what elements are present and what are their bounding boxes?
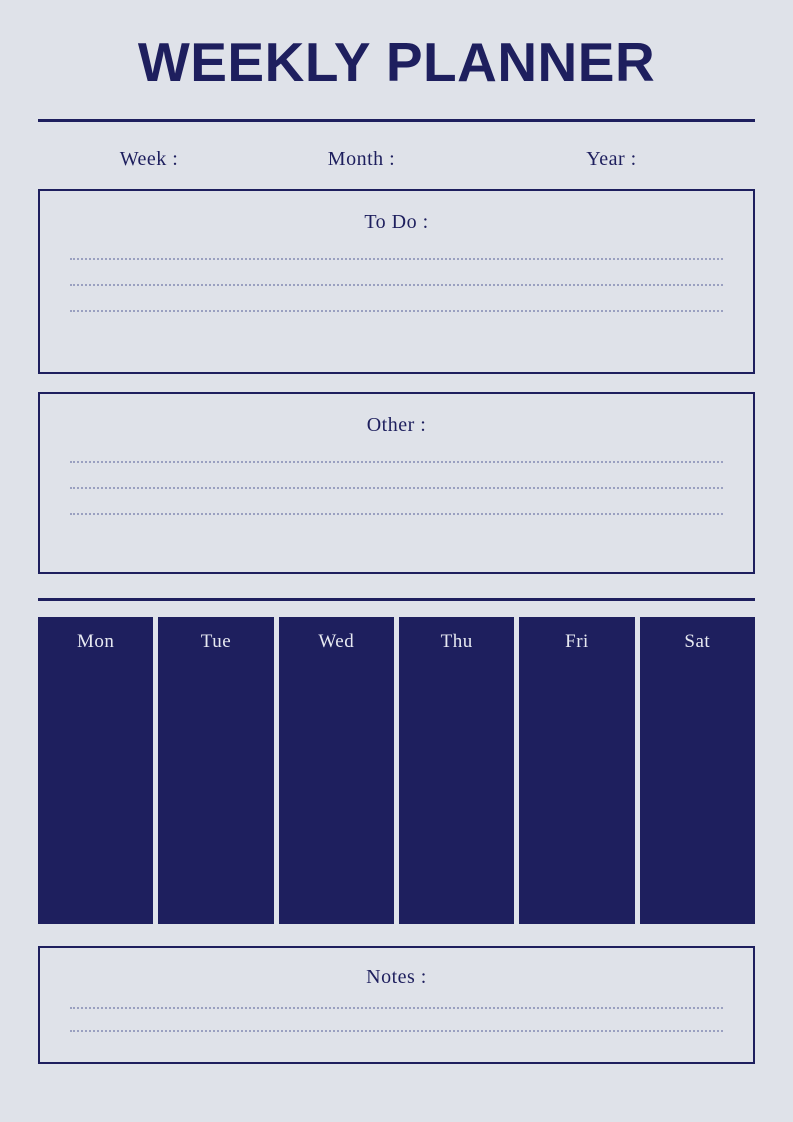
- other-write-area[interactable]: [40, 437, 753, 535]
- month-field-label[interactable]: Month :: [327, 147, 396, 170]
- other-line[interactable]: [70, 461, 723, 463]
- day-label: Fri: [565, 630, 589, 652]
- day-column-tue[interactable]: [158, 617, 273, 924]
- day-label: Thu: [440, 630, 473, 652]
- todo-line[interactable]: [70, 258, 723, 260]
- notes-line[interactable]: [70, 1007, 723, 1009]
- title-block: [38, 0, 755, 92]
- meta-row: [38, 148, 755, 171]
- days-grid: [38, 617, 755, 924]
- title-divider: [38, 119, 755, 122]
- todo-write-area[interactable]: [40, 234, 753, 332]
- todo-line[interactable]: [70, 310, 723, 312]
- week-field-label[interactable]: Week :: [119, 147, 179, 170]
- other-line[interactable]: [70, 513, 723, 515]
- notes-line[interactable]: [70, 1030, 723, 1032]
- notes-write-area[interactable]: [40, 989, 753, 1073]
- section-divider: [38, 598, 755, 601]
- notes-section: [38, 946, 755, 1064]
- year-field-label[interactable]: Year :: [586, 147, 637, 170]
- other-line[interactable]: [70, 487, 723, 489]
- day-label: Mon: [76, 630, 115, 652]
- day-column-mon[interactable]: [38, 617, 153, 924]
- page-title: WEEKLY PLANNER: [137, 31, 656, 93]
- day-column-fri[interactable]: [519, 617, 634, 924]
- todo-section-title: To Do :: [364, 210, 429, 233]
- day-label: Wed: [318, 630, 355, 652]
- other-section-title: Other :: [366, 413, 427, 436]
- other-section: [38, 392, 755, 574]
- day-column-wed[interactable]: [279, 617, 394, 924]
- notes-section-title: Notes :: [366, 965, 427, 988]
- day-label: Sat: [684, 630, 711, 652]
- todo-section: [38, 189, 755, 374]
- day-column-sat[interactable]: [640, 617, 755, 924]
- todo-line[interactable]: [70, 284, 723, 286]
- day-label: Tue: [200, 630, 232, 652]
- day-column-thu[interactable]: [399, 617, 514, 924]
